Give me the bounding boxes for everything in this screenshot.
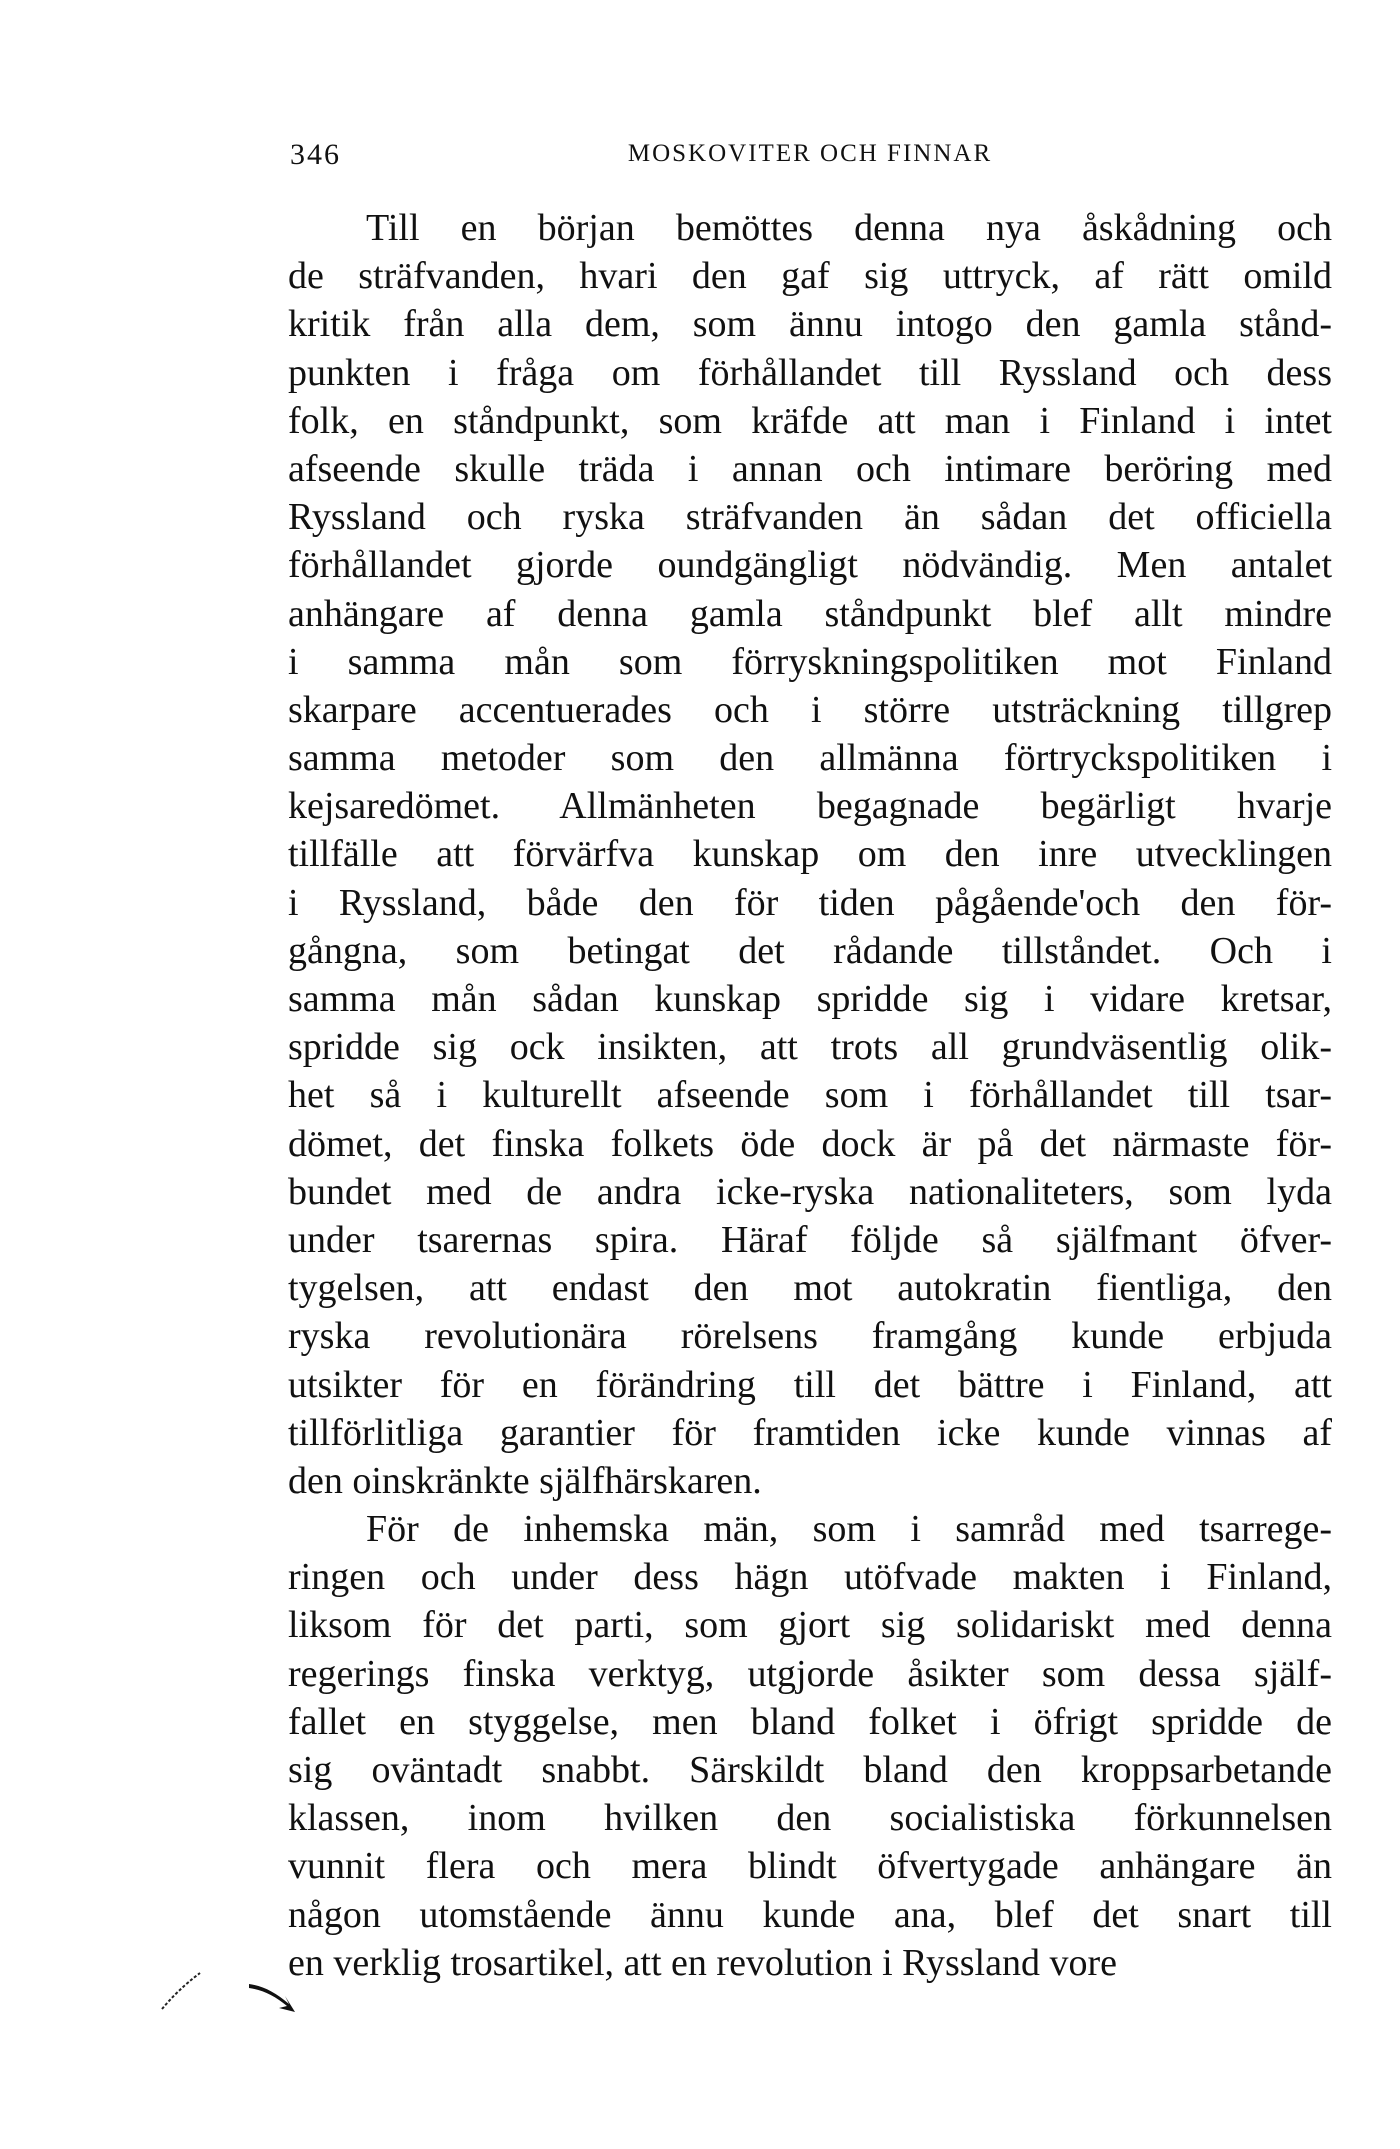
text-line: samma metoder som den allmänna förtryckspolitiken i	[288, 737, 1332, 780]
text-line: de sträfvanden, hvari den gaf sig uttryck, af rätt omild	[288, 255, 1332, 298]
text-line: spridde sig ock insikten, att trots all grundväsentlig olik-	[288, 1026, 1332, 1069]
text-line: någon utomstående ännu kunde ana, blef det snart till	[288, 1893, 1332, 1936]
text-line: För de inhemska män, som i samråd med tsarrege-	[366, 1508, 1332, 1551]
text-line: bundet med de andra icke-ryska nationaliteters, som lyda	[288, 1170, 1332, 1213]
text-line: tillförlitliga garantier för framtiden icke kunde vinnas af	[288, 1411, 1332, 1454]
text-line: klassen, inom hvilken den socialistiska förkunnelsen	[288, 1797, 1332, 1840]
text-line: förhållandet gjorde oundgängligt nödvändig. Men antalet	[288, 544, 1332, 587]
text-line: afseende skulle träda i annan och intimare beröring med	[288, 447, 1332, 490]
text-line: i samma mån som förryskningspolitiken mot Finland	[288, 640, 1332, 683]
text-line: utsikter för en förändring till det bättre i Finland, att	[288, 1363, 1332, 1406]
text-line: samma mån sådan kunskap spridde sig i vidare kretsar,	[288, 978, 1332, 1020]
text-line: vunnit flera och mera blindt öfvertygade anhängare än	[288, 1845, 1332, 1888]
text-line: den oinskränkte själfhärskaren.	[288, 1459, 762, 1502]
text-line: folk, en ståndpunkt, som kräfde att man i Finland i intet	[288, 399, 1332, 442]
arrow-mark	[245, 1978, 305, 2028]
body-text	[288, 204, 1332, 1987]
text-line: Till en början bemöttes denna nya åskådning och	[366, 207, 1332, 249]
text-line: i Ryssland, både den för tiden pågående'och den för-	[288, 881, 1332, 924]
text-line: kejsaredömet. Allmänheten begagnade begärligt hvarje	[288, 785, 1332, 828]
text-line: tillfälle att förvärfva kunskap om den inre utvecklingen	[288, 833, 1332, 876]
pen-stroke-mark	[158, 1965, 208, 2015]
text-line: fallet en styggelse, men bland folket i öfrigt spridde de	[288, 1700, 1332, 1743]
text-line: punkten i fråga om förhållandet till Ryssland och dess	[288, 351, 1332, 394]
text-line: het så i kulturellt afseende som i förhållandet till tsar-	[288, 1074, 1332, 1117]
text-line: tygelsen, att endast den mot autokratin fientliga, den	[288, 1267, 1332, 1310]
text-line: gångna, som betingat det rådande tillståndet. Och i	[288, 929, 1332, 972]
text-line: ringen och under dess hägn utöfvade makten i Finland,	[288, 1556, 1332, 1599]
text-line: dömet, det finska folkets öde dock är på det närmaste för-	[288, 1122, 1332, 1165]
text-line: skarpare accentuerades och i större utsträckning tillgrep	[288, 688, 1332, 731]
text-line: sig oväntadt snabbt. Särskildt bland den kroppsarbetande	[288, 1749, 1332, 1791]
text-line: anhängare af denna gamla ståndpunkt blef allt mindre	[288, 592, 1332, 635]
text-line: Ryssland och ryska sträfvanden än sådan det officiella	[288, 496, 1332, 539]
text-line: en verklig trosartikel, att en revolution i Ryssland vore	[288, 1941, 1118, 1984]
text-line: regerings finska verktyg, utgjorde åsikter som dessa själf-	[288, 1652, 1332, 1695]
running-head	[290, 138, 1330, 178]
page-number: 346	[290, 138, 341, 171]
text-line: ryska revolutionära rörelsens framgång kunde erbjuda	[288, 1315, 1332, 1358]
text-line: under tsarernas spira. Häraf följde så själfmant öfver-	[288, 1218, 1332, 1261]
text-line: kritik från alla dem, som ännu intogo den gamla stånd-	[288, 303, 1332, 346]
running-title: MOSKOVITER OCH FINNAR	[627, 140, 993, 167]
text-line: liksom för det parti, som gjort sig solidariskt med denna	[288, 1604, 1332, 1647]
